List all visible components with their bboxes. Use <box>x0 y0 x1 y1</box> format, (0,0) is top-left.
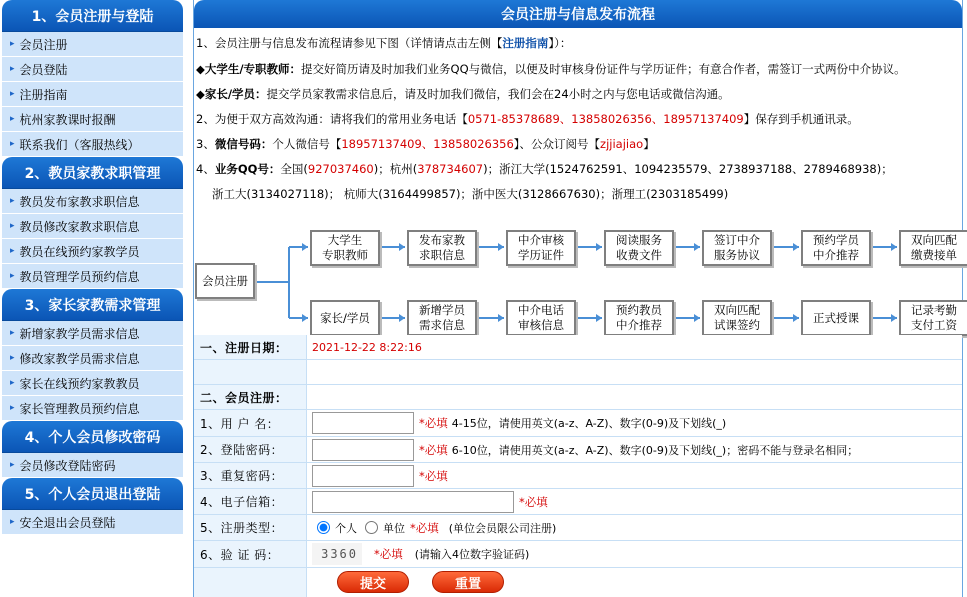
process-flow-diagram <box>194 230 962 335</box>
info-text: )；杭州( <box>373 162 418 176</box>
arrow-icon <box>694 243 700 251</box>
info-label: 微信号码： <box>214 137 273 151</box>
type-personal-label: 个人 <box>335 521 357 535</box>
flow-step-text: 学历证件 <box>518 248 564 262</box>
sidebar-item-label: 教员发布家教求职信息 <box>19 194 140 209</box>
bullet-icon: ▸ <box>10 114 15 124</box>
sidebar-item[interactable] <box>2 510 183 535</box>
arrow-icon <box>498 314 504 322</box>
flow-step-text: 发布家教 <box>419 233 465 247</box>
sidebar-item-label: 修改家教学员需求信息 <box>19 351 140 366</box>
info-text: 个人微信号【 <box>272 137 342 151</box>
sidebar-item-label: 注册指南 <box>19 87 68 102</box>
section-row <box>194 385 962 410</box>
flow-step-text: 阅读服务 <box>616 233 662 247</box>
captcha-hint: (请输入4位数字验证码) <box>414 548 530 561</box>
arrow-icon <box>302 314 308 322</box>
arrow-icon <box>302 243 308 251</box>
required-mark: *必填 <box>419 468 448 483</box>
bullet-icon: ▸ <box>10 246 15 256</box>
sidebar-item-label: 会员登陆 <box>19 62 68 77</box>
public-account: zjjiajiao <box>600 137 644 151</box>
info-text: 】保存到手机通讯录。 <box>743 112 859 126</box>
flow-step-text: 记录考勤 <box>911 303 957 317</box>
sidebar-item-label: 教员管理学员预约信息 <box>19 269 140 284</box>
bullet-icon: ▸ <box>10 89 15 99</box>
sidebar-item-label: 教员在线预约家教学员 <box>19 244 140 259</box>
date-label: 一、注册日期： <box>194 335 307 359</box>
sidebar-item[interactable] <box>2 82 183 107</box>
flow-step-box <box>310 230 380 266</box>
bullet-icon: ▸ <box>10 64 15 74</box>
button-row <box>194 568 962 597</box>
flow-step-box <box>899 230 967 266</box>
info-text: 提交学员家教需求信息后，请及时加我们微信，我们会在24小时之内与您电话或微信沟通。 <box>266 87 730 101</box>
email-label: 4、电子信箱： <box>194 489 307 514</box>
username-input[interactable] <box>312 412 414 434</box>
main-title: 会员注册与信息发布流程 <box>194 0 962 28</box>
bullet-icon: ▸ <box>10 39 15 49</box>
flow-step-text: 双向匹配 <box>911 233 957 247</box>
info-text: 提交好简历请及时加我们业务QQ与微信，以便及时审核身份证件与学历证件；有意合作者，需签订一式两份中介协议。 <box>301 62 906 76</box>
wechat-numbers: 18957137409、13858026356 <box>341 137 514 151</box>
sidebar-item-label: 联系我们（客服热线） <box>19 137 140 152</box>
repeat-password-input[interactable] <box>312 465 414 487</box>
info-line-3 <box>196 86 730 102</box>
flow-step-text: 家长/学员 <box>320 310 370 325</box>
email-row <box>194 489 962 515</box>
sidebar-item[interactable] <box>2 189 183 214</box>
flow-step-box <box>801 230 871 266</box>
flow-step-box <box>801 300 871 336</box>
flow-step-box <box>407 300 477 336</box>
type-personal-radio[interactable] <box>317 521 330 534</box>
flow-step-box <box>506 300 576 336</box>
captcha-row <box>194 541 962 568</box>
type-hint: (单位会员限公司注册) <box>448 521 557 535</box>
row-content-empty <box>307 360 962 384</box>
flow-step-box <box>310 300 380 336</box>
flow-step-text: 收费文件 <box>616 248 662 262</box>
required-mark: *必填 <box>374 547 403 561</box>
register-section-label: 二、会员注册： <box>194 385 307 409</box>
captcha-image: 3360 <box>321 547 358 561</box>
flow-step-box <box>702 300 772 336</box>
flow-step-text: 预约学员 <box>813 233 859 247</box>
type-company-label: 单位 <box>383 521 405 535</box>
password-row <box>194 437 962 463</box>
arrow-icon <box>793 243 799 251</box>
flow-step-text: 服务协议 <box>714 248 760 262</box>
flow-step-text: 签订中介 <box>714 233 760 247</box>
bullet-icon: ▸ <box>10 353 15 363</box>
flow-step-text: 中介推荐 <box>616 318 662 332</box>
sidebar-item-label: 安全退出会员登陆 <box>19 515 116 530</box>
arrow-icon <box>399 243 405 251</box>
password-label: 2、登陆密码： <box>194 437 307 462</box>
sidebar-item-label: 杭州家教课时报酬 <box>19 112 116 127</box>
sidebar-item[interactable] <box>2 132 183 157</box>
row-label-empty <box>194 360 307 384</box>
bullet-icon: ▸ <box>10 221 15 231</box>
flow-start-box: 会员注册 <box>195 263 255 299</box>
sidebar-section-header: 2、教员家教求职管理 <box>2 157 183 189</box>
required-mark: *必填 <box>419 416 448 430</box>
captcha-label: 6、验 证 码： <box>194 541 307 567</box>
bullet-icon: ▸ <box>10 378 15 388</box>
qq-national: 927037460 <box>307 162 374 176</box>
info-line-7: 浙工大(3134027118)； 杭师大(3164499857)；浙中医大(3128667630)；浙理工(2303185499) <box>212 187 729 201</box>
register-date: 2021-12-22 8:22:16 <box>307 335 962 359</box>
username-row <box>194 410 962 437</box>
password-hint: 6-10位，请使用英文(a-z、A-Z)、数字(0-9)及下划线(_)；密码不能与登录名相同； <box>451 443 859 457</box>
info-text: 3、 <box>196 137 215 151</box>
arrow-icon <box>596 314 602 322</box>
row-content-empty <box>307 385 962 409</box>
info-line-2 <box>196 61 906 77</box>
sidebar-item-label: 会员修改登陆密码 <box>19 458 116 473</box>
sidebar-item-label: 家长在线预约家教教员 <box>19 376 140 391</box>
info-text: 】、公众订阅号【 <box>513 137 601 151</box>
bullet-icon: ▸ <box>10 328 15 338</box>
register-guide-link[interactable]: 注册指南 <box>502 36 549 50</box>
sidebar-item[interactable] <box>2 453 183 478</box>
row-label-empty <box>194 568 307 597</box>
arrow-icon <box>596 243 602 251</box>
required-mark: *必填 <box>419 442 448 457</box>
sidebar-item[interactable] <box>2 264 183 289</box>
password-input[interactable] <box>312 439 414 461</box>
flow-step-text: 求职信息 <box>419 248 465 262</box>
info-label: 业务QQ号： <box>214 162 281 176</box>
flow-step-box <box>604 300 674 336</box>
sidebar-item[interactable] <box>2 321 183 346</box>
bullet-icon: ▸ <box>10 517 15 527</box>
info-text: 2、为便于双方高效沟通：请将我们的常用业务电话【 <box>196 112 468 126</box>
flow-step-text: 支付工资 <box>911 318 957 332</box>
bullet-icon: ▸ <box>10 139 15 149</box>
flow-step-text: 中介推荐 <box>813 248 859 262</box>
sidebar-item[interactable] <box>2 239 183 264</box>
sidebar <box>2 0 183 535</box>
info-text: 】）： <box>548 36 572 50</box>
date-row <box>194 335 962 360</box>
arrow-icon <box>793 314 799 322</box>
username-label: 1、用 户 名： <box>194 410 307 436</box>
info-line-5 <box>196 136 655 152</box>
flow-step-box <box>702 230 772 266</box>
sidebar-section-header: 1、会员注册与登陆 <box>2 0 183 32</box>
info-text: 1、会员注册与信息发布流程请参见下图（详情请点击左侧【 <box>196 36 503 50</box>
flow-step-text: 预约教员 <box>616 303 662 317</box>
sidebar-section-header: 3、家长家教需求管理 <box>2 289 183 321</box>
info-line-1 <box>196 35 571 51</box>
arrow-icon <box>891 243 897 251</box>
info-line-4 <box>196 111 859 127</box>
sidebar-item[interactable] <box>2 371 183 396</box>
username-hint: 4-15位，请使用英文(a-z、A-Z)、数字(0-9)及下划线(_) <box>451 417 727 430</box>
flow-step-text: 双向匹配 <box>714 303 760 317</box>
sidebar-item-label: 新增家教学员需求信息 <box>19 326 140 341</box>
required-mark: *必填 <box>519 494 548 509</box>
flow-step-text: 大学生 <box>327 233 363 247</box>
flow-step-box <box>407 230 477 266</box>
bullet-icon: ▸ <box>10 271 15 281</box>
sidebar-item-label: 家长管理教员预约信息 <box>19 401 140 416</box>
flow-step-box <box>604 230 674 266</box>
arrow-icon <box>694 314 700 322</box>
captcha-input[interactable] <box>312 543 362 565</box>
info-line-6 <box>196 161 893 177</box>
sidebar-item-label: 会员注册 <box>19 37 68 52</box>
main-panel <box>193 0 963 597</box>
sidebar-item[interactable] <box>2 32 183 57</box>
sidebar-item[interactable] <box>2 57 183 82</box>
submit-button[interactable]: 提交 <box>337 571 409 593</box>
required-mark: *必填 <box>410 520 439 535</box>
flow-step-text: 中介审核 <box>518 233 564 247</box>
info-text: 全国( <box>280 162 308 176</box>
bullet-icon: ▸ <box>10 196 15 206</box>
arrow-icon <box>891 314 897 322</box>
phone-numbers: 0571-85378689、13858026356、18957137409 <box>467 112 744 126</box>
reset-button[interactable]: 重置 <box>432 571 504 593</box>
flow-step-text: 正式授课 <box>813 310 859 325</box>
flow-step-text: 专职教师 <box>322 248 368 262</box>
blank-row <box>194 360 962 385</box>
sidebar-item[interactable] <box>2 346 183 371</box>
bullet-icon: ▸ <box>10 403 15 413</box>
info-text: 】 <box>643 137 655 151</box>
flow-step-box <box>899 300 967 336</box>
repeat-password-row <box>194 463 962 489</box>
flow-step-box <box>506 230 576 266</box>
arrow-icon <box>399 314 405 322</box>
flow-step-text: 缴费接单 <box>911 248 957 262</box>
sidebar-item[interactable] <box>2 214 183 239</box>
type-company-radio[interactable] <box>365 521 378 534</box>
sidebar-item-label: 教员修改家教求职信息 <box>19 219 140 234</box>
info-text: 4、 <box>196 162 215 176</box>
sidebar-item[interactable] <box>2 396 183 421</box>
sidebar-item[interactable] <box>2 107 183 132</box>
sidebar-section-header: 5、个人会员退出登陆 <box>2 478 183 510</box>
flow-step-text: 试课签约 <box>714 318 760 332</box>
bullet-icon: ▸ <box>10 460 15 470</box>
qq-hangzhou: 378734607 <box>417 162 484 176</box>
sidebar-section-header: 4、个人会员修改密码 <box>2 421 183 453</box>
info-text: )；浙江大学(1524762591、1094235579、2738937188、2789468938)； <box>483 162 893 176</box>
email-input[interactable] <box>312 491 514 513</box>
type-row <box>194 515 962 541</box>
flow-step-text: 需求信息 <box>419 318 465 332</box>
flow-step-text: 新增学员 <box>419 303 465 317</box>
arrow-icon <box>498 243 504 251</box>
info-label: ◆家长/学员： <box>196 87 267 101</box>
type-label: 5、注册类型： <box>194 515 307 540</box>
repeat-password-label: 3、重复密码： <box>194 463 307 488</box>
flow-step-text: 审核信息 <box>518 318 564 332</box>
info-label: ◆大学生/专职教师： <box>196 62 302 76</box>
flow-step-text: 中介电话 <box>518 303 564 317</box>
